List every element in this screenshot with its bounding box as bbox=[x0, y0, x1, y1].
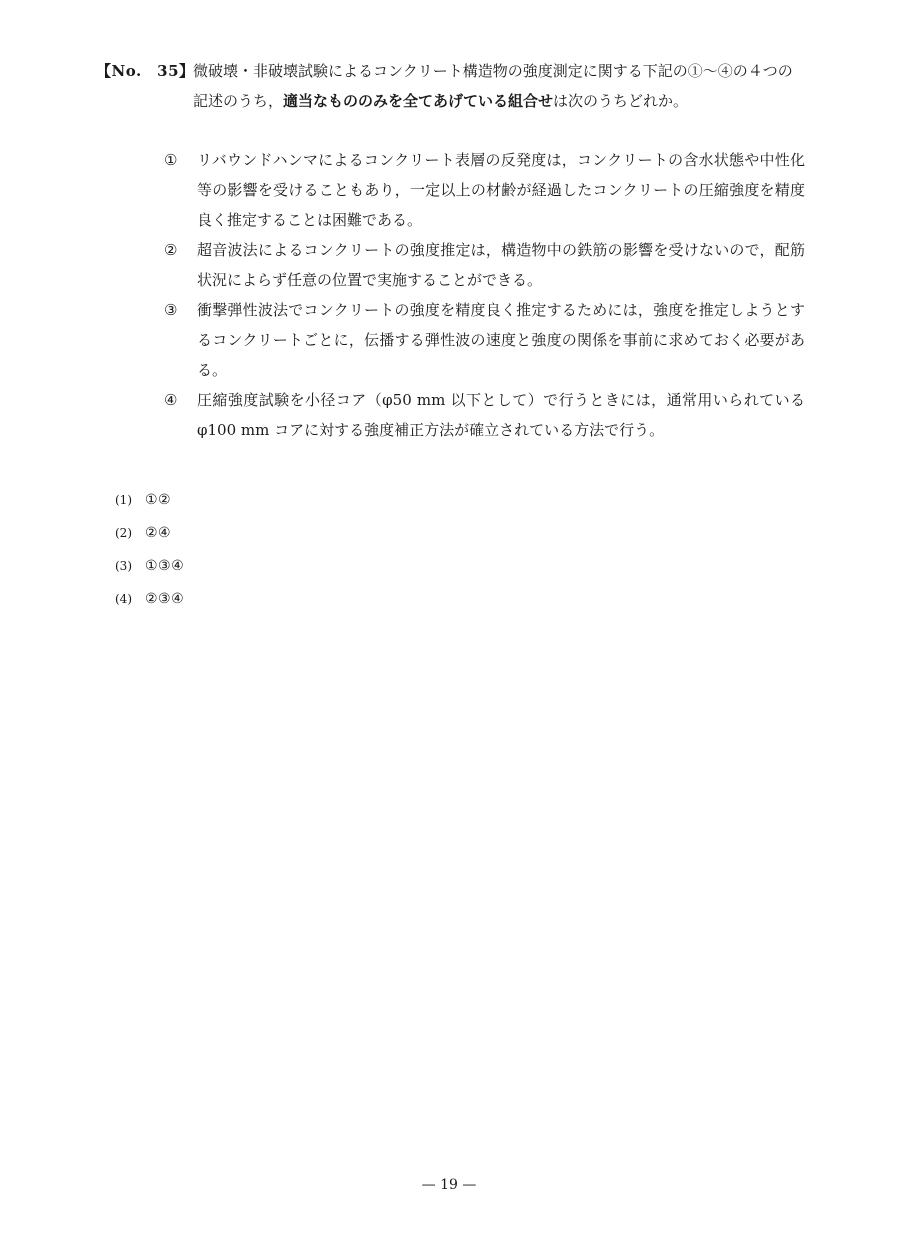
answer-choice[interactable] bbox=[115, 522, 415, 555]
answer-choice[interactable] bbox=[115, 489, 415, 522]
choice-value: ①③④ bbox=[145, 558, 185, 574]
answer-choices bbox=[115, 489, 415, 621]
question-stem bbox=[193, 56, 805, 116]
choice-value: ②④ bbox=[145, 525, 172, 541]
page-number: — 19 — bbox=[421, 1177, 477, 1193]
choice-value: ②③④ bbox=[145, 591, 185, 607]
choice-number: (3) bbox=[115, 559, 132, 573]
stem-emphasis: 適当なもののみを全てあげている組合せ bbox=[283, 92, 554, 110]
statement-mark: ④ bbox=[164, 391, 178, 409]
statement-item bbox=[160, 295, 805, 385]
choice-value: ①② bbox=[145, 492, 172, 508]
statement-list bbox=[160, 145, 805, 445]
choice-number: (1) bbox=[115, 493, 132, 507]
statement-item bbox=[160, 385, 805, 445]
statement-item bbox=[160, 145, 805, 235]
question-number: 【No. 35】 bbox=[96, 62, 195, 80]
choice-number: (2) bbox=[115, 526, 132, 540]
choice-number: (4) bbox=[115, 592, 132, 606]
statement-mark: ① bbox=[164, 151, 178, 169]
statement-text: 衝撃弾性波法でコンクリートの強度を精度良く推定するためには，強度を推定しようとするコンクリートごとに，伝播する弾性波の速度と強度の関係を事前に求めておく必要がある。 bbox=[197, 301, 805, 379]
answer-choice[interactable] bbox=[115, 555, 415, 588]
statement-mark: ② bbox=[164, 241, 178, 259]
statement-text: リバウンドハンマによるコンクリート表層の反発度は，コンクリートの含水状態や中性化等の影響を受けることもあり，一定以上の材齢が経過したコンクリートの圧縮強度を精度良く推定することは困難である。 bbox=[197, 151, 805, 229]
answer-choice[interactable] bbox=[115, 588, 415, 621]
statement-text: 超音波法によるコンクリートの強度推定は，構造物中の鉄筋の影響を受けないので，配筋状況によらず任意の位置で実施することができる。 bbox=[197, 241, 805, 289]
statement-mark: ③ bbox=[164, 301, 178, 319]
stem-text-part2: は次のうちどれか。 bbox=[553, 92, 689, 110]
statement-text: 圧縮強度試験を小径コア（φ50 mm 以下として）で行うときには，通常用いられているφ100 mm コアに対する強度補正方法が確立されている方法で行う。 bbox=[197, 391, 805, 439]
statement-item bbox=[160, 235, 805, 295]
stem-text-part1: 微破壊・非破壊試験によるコンクリート構造物の強度測定に関する下記の①～④の４つの記述のうち， bbox=[193, 62, 793, 110]
